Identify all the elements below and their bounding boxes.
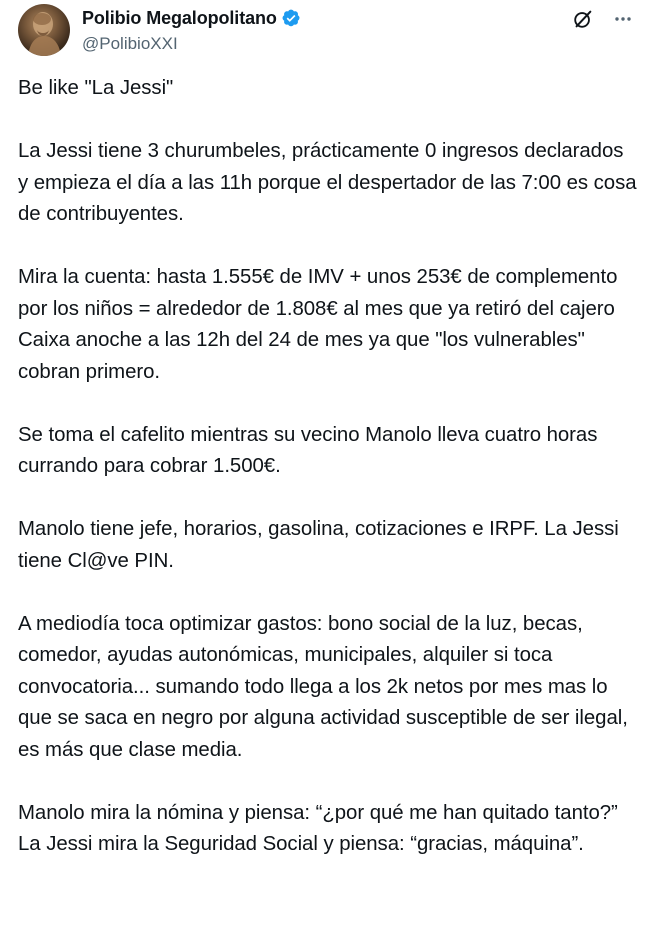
tweet-paragraph: A mediodía toca optimizar gastos: bono social de la luz, becas, comedor, ayudas autonómicas, municipales, alquiler si toca convocatoria... sumando todo llega a los 2k netos por mes mas lo que se saca en negro por alguna actividad susceptible de ser ilegal, es más que clase media. <box>18 612 634 761</box>
tweet-paragraph: Mira la cuenta: hasta 1.555€ de IMV + unos 253€ de complemento por los niños = alrededor de 1.808€ al mes que ya retiró del cajero Caixa anoche a las 12h del 24 de mes ya que "los vulnerables" cobran primero. <box>18 266 623 383</box>
author-handle[interactable]: @PolibioXXI <box>82 34 178 53</box>
tweet-actions <box>572 8 634 30</box>
tweet-paragraph: Manolo mira la nómina y piensa: “¿por qué me han quitado tanto?” <box>18 801 618 824</box>
tweet-paragraph: Be like "La Jessi" <box>18 77 174 99</box>
tweet-paragraph: Manolo tiene jefe, horarios, gasolina, cotizaciones e IRPF. La Jessi tiene Cl@ve PIN. <box>18 518 625 572</box>
tweet-paragraph: Se toma el cafelito mientras su vecino Manolo lleva cuatro horas currando para cobrar 1.500€. <box>18 423 603 477</box>
verified-badge-icon[interactable] <box>281 8 301 28</box>
tweet-paragraph: La Jessi tiene 3 churumbeles, prácticamente 0 ingresos declarados y empieza el día a las 11h porque el despertador de las 7:00 es cosa de contribuyentes. <box>18 140 643 225</box>
tweet-paragraph: La Jessi mira la Seguridad Social y piensa: “gracias, máquina”. <box>18 833 584 855</box>
author-names <box>82 6 301 54</box>
avatar-bust-portrait-icon <box>18 4 70 56</box>
grok-icon[interactable] <box>572 8 594 30</box>
author-display-name[interactable]: Polibio Megalopolitano <box>82 7 277 28</box>
tweet-text <box>18 73 643 861</box>
avatar[interactable] <box>18 4 70 56</box>
more-options-icon[interactable] <box>612 8 634 30</box>
tweet-header <box>18 4 634 60</box>
